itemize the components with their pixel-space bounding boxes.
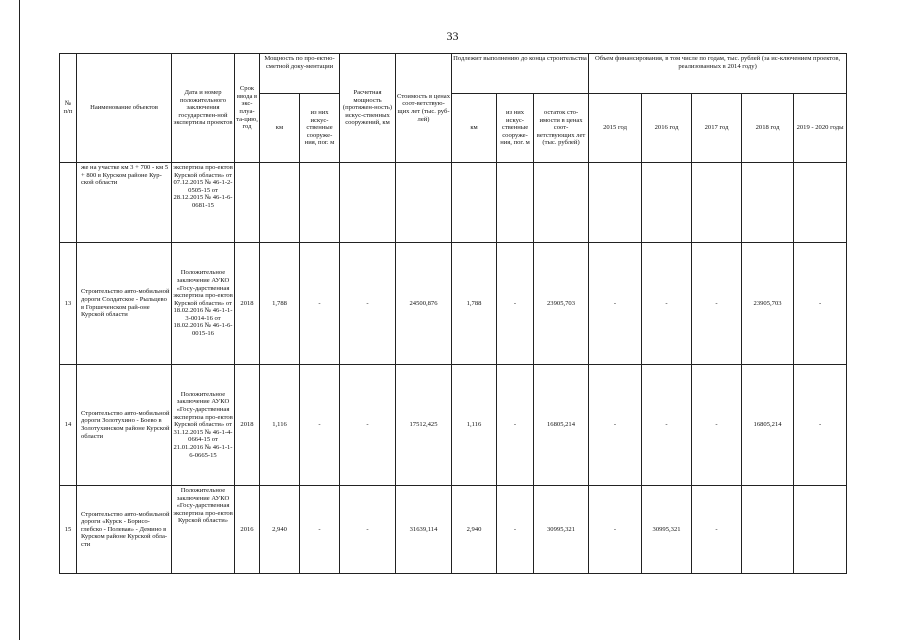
row-name: Строительство авто-мобильной дороги Золотухино - Боево в Золотухинском районе Курской области [77,365,172,486]
header-remaining-km: км [452,94,497,163]
row-remaining-art: - [497,243,534,365]
header-2018: 2018 год [742,94,794,163]
row-calc: - [340,486,396,574]
row-2019-2020 [794,163,847,243]
row-term: 2018 [235,243,260,365]
row-2018: 16805,214 [742,365,794,486]
row-2019-2020: - [794,365,847,486]
header-capacity-group: Мощность по про-ектно-сметной доку-ментации [260,54,340,94]
row-2017: - [692,365,742,486]
row-art: - [300,486,340,574]
row-remaining-cost: 23905,703 [534,243,589,365]
header-name: Наименование объектов [77,54,172,163]
row-name: Строительство авто-мобильной дороги Солдатское - Рыльцево в Горшеченском рай-оне Курской области [77,243,172,365]
row-expertise: Положительное заключение АУКО «Госу-дарственная экспертиза про-ектов Курской области» от 18.02.2016 № 46-1-1-3-0014-16 от 18.02.2016 № 46-1-6-0015-16 [172,243,235,365]
row-cost [396,163,452,243]
header-2015: 2015 год [589,94,642,163]
header-cost: Стоимость в ценах соот-ветствую-щих лет (тыс. руб-лей) [396,54,452,163]
row-2015: - [589,486,642,574]
row-remaining-km [452,163,497,243]
row-expertise: Положительное заключение АУКО «Госу-дарственная экспертиза про-ектов Курской области» от 31.12.2015 № 46-1-4-0664-15 от 21.01.2016 № 46-1-1-6-0665-15 [172,365,235,486]
row-remaining-art [497,163,534,243]
row-km: 1,788 [260,243,300,365]
row-remaining-cost: 30995,321 [534,486,589,574]
row-remaining-km: 2,940 [452,486,497,574]
row-km: 2,940 [260,486,300,574]
page-number: 33 [446,29,459,43]
header-remaining-cost: остаток сто-имости в ценах соот-ветствующих лет (тыс. рублей) [534,94,589,163]
header-financing-group: Объем финансирования, в том числе по годам, тыс. рублей (за ис-ключением проектов, реализованных в 2014 году) [589,54,847,94]
row-2017 [692,163,742,243]
table-row [60,365,847,486]
row-calc [340,163,396,243]
row-num: 15 [60,486,77,574]
row-calc: - [340,365,396,486]
header-remaining-art: из них искус-ственные сооруже-ния, пог. м [497,94,534,163]
header-2019-2020: 2019 - 2020 годы [794,94,847,163]
row-remaining-art: - [497,486,534,574]
row-num: 13 [60,243,77,365]
row-term [235,163,260,243]
row-2019-2020: - [794,243,847,365]
table-row [60,243,847,365]
table-row [60,486,847,574]
header-2017: 2017 год [692,94,742,163]
row-expertise: экспертиза про-ектов Курской области» от 07.12.2015 № 46-1-2-0505-15 от 28.12.2015 № 46-1-6-0681-15 [172,163,235,243]
row-2018 [742,163,794,243]
row-2017: - [692,243,742,365]
row-km: 1,116 [260,365,300,486]
row-remaining-art: - [497,365,534,486]
row-2015: - [589,243,642,365]
row-calc: - [340,243,396,365]
row-term: 2018 [235,365,260,486]
row-2017: - [692,486,742,574]
row-cost: 24500,876 [396,243,452,365]
row-name: же на участке км 3 + 700 - км 5 + 800 в Курском районе Кур-ской области [77,163,172,243]
row-remaining-cost: 16805,214 [534,365,589,486]
table-row [60,163,847,243]
row-2016: - [642,243,692,365]
header-term: Срок ввода в экс-плуа-та-цию, год [235,54,260,163]
row-2016: 30995,321 [642,486,692,574]
row-num: 14 [60,365,77,486]
header-row-1 [60,54,847,94]
header-capacity-art: из них искус-ственные сооруже-ния, пог. м [300,94,340,163]
header-capacity-km: км [260,94,300,163]
row-2016: - [642,365,692,486]
page-edge-rule [19,0,20,640]
header-calc-capacity: Расчетная мощность (протяжен-ность) искус-ственных сооружений, км [340,54,396,163]
row-num [60,163,77,243]
header-expertise: Дата и номер положительного заключения государствен-ной экспертизы проектов [172,54,235,163]
row-2016 [642,163,692,243]
row-2018: 23905,703 [742,243,794,365]
header-remaining-group: Подлежит выполнению до конца строительства [452,54,589,94]
row-remaining-cost [534,163,589,243]
header-2016: 2016 год [642,94,692,163]
row-expertise: Положительное заключение АУКО «Госу-дарственная экспертиза про-ектов Курской области» [172,486,235,574]
row-2015 [589,163,642,243]
row-name: Строительство авто-мобильной дороги «Курск - Борисо-глебско - Полевая» - Демино в Курском районе Курской обла-сти [77,486,172,574]
row-2019-2020 [794,486,847,574]
construction-objects-table [59,53,847,574]
row-art: - [300,243,340,365]
row-remaining-km: 1,788 [452,243,497,365]
header-num: № п/п [60,54,77,163]
row-art [300,163,340,243]
row-art: - [300,365,340,486]
row-term: 2016 [235,486,260,574]
row-remaining-km: 1,116 [452,365,497,486]
row-2015: - [589,365,642,486]
row-cost: 17512,425 [396,365,452,486]
row-2018 [742,486,794,574]
row-km [260,163,300,243]
row-cost: 31639,114 [396,486,452,574]
